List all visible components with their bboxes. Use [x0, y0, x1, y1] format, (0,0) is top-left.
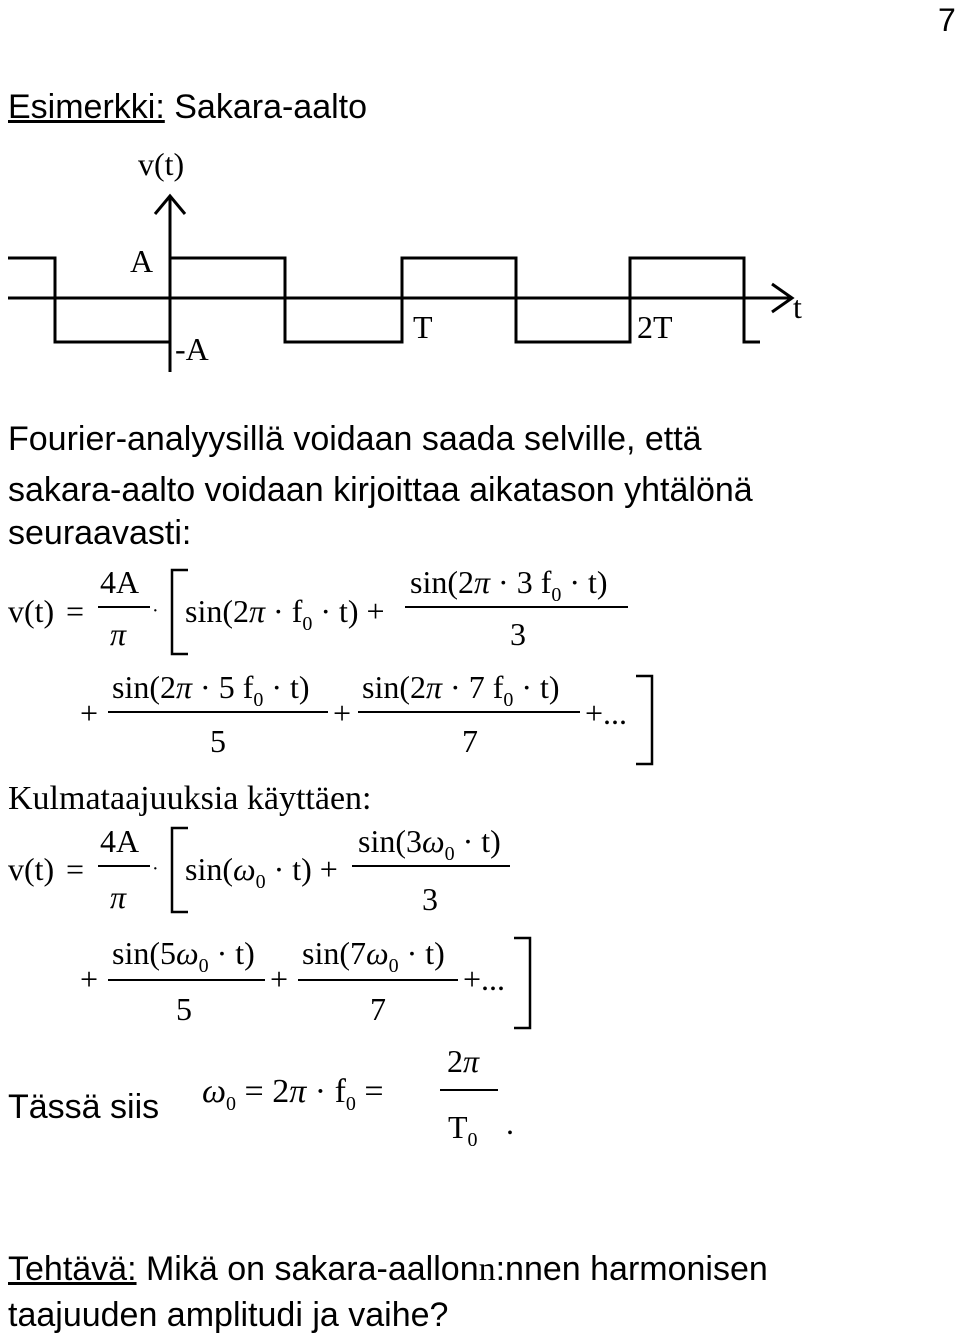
graph-x-label: t [793, 289, 802, 325]
page-number: 7 [938, 2, 956, 38]
f1-coef-num: 4A [100, 564, 140, 600]
formula-2 [8, 823, 530, 1028]
omega-lhs: $\omega_0 = 2\pi \cdot f_0$ = [202, 1073, 384, 1115]
f2-term3-den: 3 [422, 881, 438, 917]
f1-lhs: v(t) [8, 593, 55, 629]
graph-tick-2T: 2T [637, 309, 673, 345]
f1-term7-den: 7 [462, 723, 478, 759]
f1-term1: $\sin(2\pi \cdot f_0 \cdot t)$ + [185, 593, 385, 635]
f2-term7-den: 7 [370, 991, 386, 1027]
f1-equals: = [66, 593, 85, 629]
graph-y-label: v(t) [138, 146, 185, 182]
f2-right-bracket [514, 938, 530, 1028]
svg-text:·: · [152, 600, 159, 622]
task-line-2: taajuuden amplitudi ja vaihe? [8, 1296, 449, 1334]
svg-text:+: + [270, 961, 289, 997]
graph-amp-pos: A [130, 243, 154, 279]
task-text-2: :nnen harmonisen [495, 1250, 768, 1288]
f1-tail: +... [585, 695, 628, 731]
task-n: n [478, 1251, 496, 1288]
svg-text:+: + [80, 695, 99, 731]
graph-amp-neg: -A [175, 331, 209, 367]
f2-term5-den: 5 [176, 991, 192, 1027]
task-line-1 [8, 1250, 768, 1289]
heading-label: Esimerkki: [8, 88, 165, 126]
f1-term3-den: 3 [510, 616, 526, 652]
kulma-label: Kulmataajuuksia käyttäen: [8, 780, 372, 817]
omega-frac-den: $T_0$ [448, 1109, 478, 1151]
f2-term7-num: $\sin(7\omega_0 \cdot t)$ [302, 935, 445, 977]
intro-line-3: seuraavasti: [8, 514, 192, 552]
f1-term5-num: sin(2π · 5 $f_0 \cdot t$) [112, 669, 310, 711]
svg-text:·: · [152, 858, 159, 880]
f2-term1: $\sin(\omega_0 \cdot t)$ + [185, 851, 338, 893]
f2-term5-num: $\sin(5\omega_0 \cdot t)$ [112, 935, 255, 977]
svg-text:=: = [66, 851, 85, 887]
task-label: Tehtävä: [8, 1250, 137, 1288]
f1-coef-den: π [110, 616, 127, 652]
omega-frac-num: 2π [447, 1043, 480, 1079]
f1-term5-den: 5 [210, 723, 226, 759]
tassa-label: Tässä siis [8, 1088, 160, 1126]
intro-line-1: Fourier-analyysillä voidaan saada selville, että [8, 420, 702, 458]
svg-text:.: . [506, 1105, 514, 1141]
task-text-1: Mikä on sakara-aallon [145, 1250, 479, 1288]
f1-right-bracket [636, 676, 652, 764]
svg-text:+: + [80, 961, 99, 997]
graph-tick-T: T [413, 309, 433, 345]
svg-text:+: + [333, 695, 352, 731]
f2-tail: +... [463, 961, 506, 997]
intro-line-2: sakara-aalto voidaan kirjoittaa aikatason yhtälönä [8, 471, 753, 509]
heading-title: Sakara-aalto [174, 88, 368, 126]
f2-coef-num: 4A [100, 823, 140, 859]
f2-term3-num: $\sin(3\omega_0 \cdot t)$ [358, 823, 501, 865]
omega-definition [202, 1043, 514, 1151]
f1-term7-num: sin(2π · 7 $f_0 \cdot t$) [362, 669, 560, 711]
f1-term3-num: sin(2π · 3 $f_0 \cdot t$) [410, 564, 608, 606]
f2-coef-den: π [110, 879, 127, 915]
f2-lhs: v(t) [8, 851, 55, 887]
formula-1 [8, 564, 652, 764]
